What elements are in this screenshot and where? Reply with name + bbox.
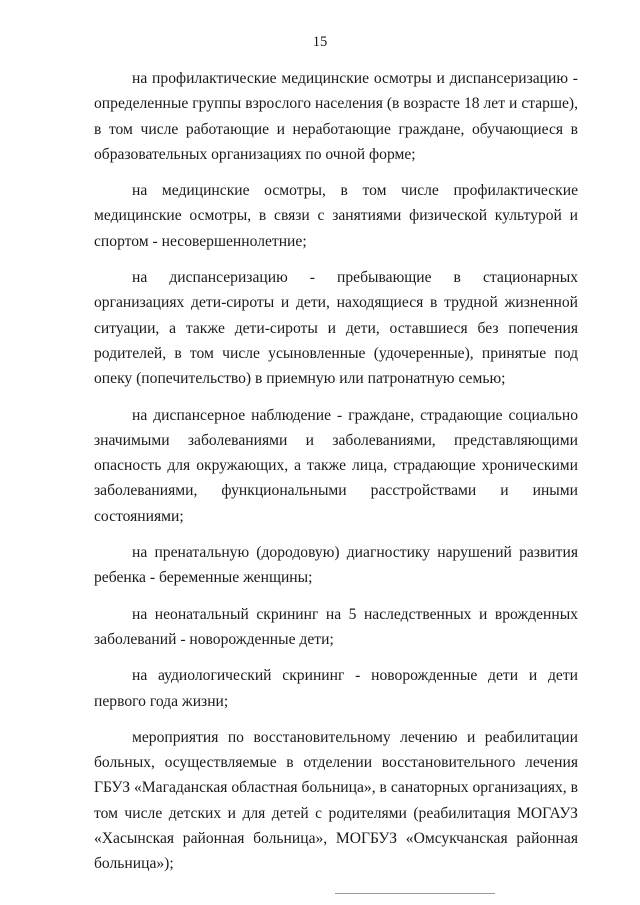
paragraph-neonatal-screening: на неонатальный скрининг на 5 наследственных и врожденных заболеваний - новорожденные дети; [94,605,578,648]
page-number: 15 [312,34,328,50]
paragraph-preventive-checkups: на профилактические медицинские осмотры и диспансеризацию - определенные группы взрослого населения (в возрасте 18 лет и старше), в том числе работающие и неработающие граждане, обучающиеся в образовательных организациях по очной форме; [94,70,578,163]
bottom-divider [335,893,495,894]
paragraph-dispensarization-orphans: на диспансеризацию - пребывающие в стационарных организациях дети-сироты и дети, находящиеся в трудной жизненной ситуации, а также дети-сироты и дети, оставшиеся без попечения родителей, в том числе усыновленные (удочеренные), принятые под опеку (попечительство) в приемную или патронатную семью; [94,269,578,388]
document-body [94,66,578,888]
paragraph-dispensary-observation: на диспансерное наблюдение - граждане, страдающие социально значимыми заболеваниями и заболеваниями, представляющими опасность для окружающих, а также лица, страдающие хроническими заболеваниями, функциональными расстройствами и иными состояниями; [94,406,578,525]
paragraph-prenatal-diagnostics: на пренатальную (дородовую) диагностику нарушений развития ребенка - беременные женщины; [94,544,578,587]
paragraph-audiological-screening: на аудиологический скрининг - новорожденные дети и дети первого года жизни; [94,667,578,710]
paragraph-rehabilitation-measures: мероприятия по восстановительному лечению и реабилитации больных, осуществляемые в отделении восстановительного лечения ГБУЗ «Магаданская областная больница», в санаторных организациях, в том числе детских и для детей с родителями (реабилитация МОГАУЗ «Хасынская районная больница», МОГБУЗ «Омсукчанская районная больница»); [94,728,578,873]
paragraph-medical-examinations-minors: на медицинские осмотры, в том числе профилактические медицинские осмотры, в связи с занятиями физической культурой и спортом - несовершеннолетние; [94,182,578,250]
